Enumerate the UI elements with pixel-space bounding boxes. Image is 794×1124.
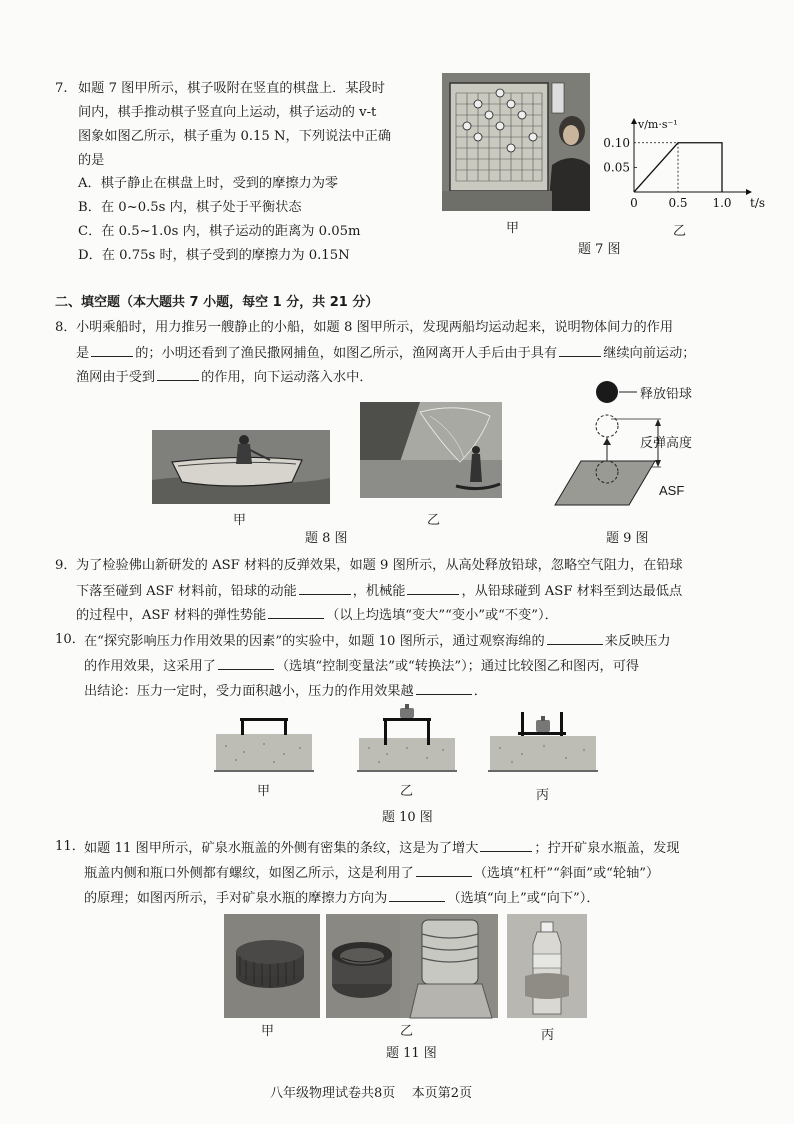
q11-bottle-hand-photo xyxy=(507,914,587,1018)
q8-blank-2[interactable] xyxy=(559,343,601,357)
q11-fig-label-a: 甲 xyxy=(261,1024,275,1039)
q11-cap-outside-photo xyxy=(224,914,320,1018)
q11-blank-3[interactable] xyxy=(389,888,445,902)
q9-line-2-a: 下落至碰到 ASF 材料前，铅球的动能 xyxy=(76,584,297,599)
q7-stem-line-4: 的是 xyxy=(78,153,105,168)
q10-sponge-b xyxy=(357,702,457,774)
q7-option-b: B．在 0~0.5s 内，棋子处于平衡状态 xyxy=(78,200,302,215)
q9-height-label: 反弹高度 xyxy=(640,436,693,451)
q11-fig-label-c: 丙 xyxy=(541,1028,555,1043)
q10-fig-label-c: 丙 xyxy=(536,788,550,803)
x-axis-label: t/s xyxy=(750,196,766,210)
q11-line-3-a: 的原理；如图丙所示，手对矿泉水瓶的摩擦力方向为 xyxy=(84,891,388,906)
y-tick-label: 0.05 xyxy=(603,160,630,175)
q10-line-3-a: 出结论：压力一定时，受力面积越小，压力的作用效果越 xyxy=(84,684,414,699)
q8-line-3 xyxy=(76,367,373,387)
q8-line-2-c: 继续向前运动； xyxy=(603,346,696,361)
q9-release-label: 释放铅球 xyxy=(640,387,693,402)
q10-fig-label-a: 甲 xyxy=(257,784,271,799)
q11-line-3 xyxy=(84,888,600,908)
q10-line-1-b: 来反映压力 xyxy=(604,634,671,649)
q10-fig-label-b: 乙 xyxy=(400,784,414,799)
y-tick-label: 0.10 xyxy=(603,135,630,150)
q9-asf-label: ASF xyxy=(659,483,685,498)
q11-bottle-neck-photo xyxy=(400,914,498,1018)
q11-line-2-b: （选填“杠杆”“斜面”或“轮轴”） xyxy=(473,866,660,881)
q9-line-1: 为了检验佛山新研发的 ASF 材料的反弹效果，如题 9 图所示，从高处释放铅球，忽略空气阻力，在铅球 xyxy=(76,558,683,573)
q11-line-1-b: ；拧开矿泉水瓶盖，发现 xyxy=(534,841,680,856)
y-axis-label: v/m·s⁻¹ xyxy=(638,118,678,131)
q11-line-2-a: 瓶盖内侧和瓶口外侧都有螺纹，如图乙所示，这是利用了 xyxy=(84,866,414,881)
q11-fig-label-b: 乙 xyxy=(400,1024,414,1039)
q9-fig-caption: 题 9 图 xyxy=(606,531,649,546)
q8-blank-1[interactable] xyxy=(91,343,133,357)
q10-sponge-c xyxy=(488,702,598,774)
q10-number: 10． xyxy=(55,632,85,647)
q9-line-2 xyxy=(76,581,682,601)
q8-number: 8． xyxy=(55,320,77,335)
q9-blank-3[interactable] xyxy=(268,605,324,619)
q8-line-3-b: 的作用，向下运动落入水中． xyxy=(201,370,373,385)
q7-option-d: D．在 0.75s 时，棋子受到的摩擦力为 0.15N xyxy=(78,248,350,263)
q8-line-2-b: 的；小明还看到了渔民撒网捕鱼，如图乙所示，渔网离开人手后由于具有 xyxy=(135,346,558,361)
q10-line-1 xyxy=(84,631,671,651)
q11-blank-2[interactable] xyxy=(416,863,472,877)
q7-fig-caption: 题 7 图 xyxy=(578,242,621,257)
q8-boat-photo xyxy=(152,430,330,504)
q9-line-2-c: ，从铅球碰到 ASF 材料至到达最低点 xyxy=(461,584,683,599)
q7-fig-label-b: 乙 xyxy=(673,224,687,239)
q8-line-3-a: 渔网由于受到 xyxy=(76,370,156,385)
q9-number: 9． xyxy=(55,558,77,573)
q10-fig-caption: 题 10 图 xyxy=(382,810,433,825)
x-tick-label: 0.5 xyxy=(668,196,688,210)
q9-blank-2[interactable] xyxy=(407,581,459,595)
q10-line-2-b: （选填“控制变量法”或“转换法”）；通过比较图乙和图丙，可得 xyxy=(275,659,640,674)
q8-line-2 xyxy=(76,343,696,363)
q11-line-1-a: 如题 11 图甲所示，矿泉水瓶盖的外侧有密集的条纹，这是为了增大 xyxy=(84,841,479,856)
q7-stem-line-2: 间内，棋手推动棋子竖直向上运动，棋子运动的 v-t xyxy=(78,105,377,120)
q7-option-c: C．在 0.5~1.0s 内，棋子运动的距离为 0.05m xyxy=(78,224,361,239)
q9-line-3 xyxy=(76,605,558,625)
q9-line-2-b: ，机械能 xyxy=(352,584,406,599)
x-tick-label: 1.0 xyxy=(712,196,732,210)
q8-fig-caption: 题 8 图 xyxy=(305,531,348,546)
section-2-title: 二、填空题（本大题共 7 小题，每空 1 分，共 21 分） xyxy=(55,295,379,310)
q10-blank-3[interactable] xyxy=(416,681,472,695)
q11-fig-caption: 题 11 图 xyxy=(386,1046,437,1061)
q8-fishing-photo xyxy=(360,402,502,498)
q7-fig-label-a: 甲 xyxy=(506,221,520,236)
q7-option-a: A．棋子静止在棋盘上时，受到的摩擦力为零 xyxy=(78,176,339,191)
q11-line-1 xyxy=(84,838,679,858)
q7-stem-line-1: 如题 7 图甲所示，棋子吸附在竖直的棋盘上．某段时 xyxy=(78,81,385,96)
q10-sponge-a xyxy=(214,708,314,774)
q10-blank-2[interactable] xyxy=(218,656,274,670)
q11-line-3-b: （选填“向上”或“向下”）． xyxy=(447,891,600,906)
q9-blank-1[interactable] xyxy=(299,581,351,595)
x-axis-arrow xyxy=(746,189,752,195)
q7-stem-line-3: 图象如图乙所示，棋子重为 0.15 N，下列说法中正确 xyxy=(78,129,392,144)
q7-number: 7. xyxy=(55,81,68,96)
x-tick-label: 0 xyxy=(630,196,638,210)
q11-line-2 xyxy=(84,863,659,883)
q9-line-3-b: （以上均选填“变大”“变小”或“不变”）． xyxy=(326,608,558,623)
q10-blank-1[interactable] xyxy=(547,631,603,645)
q8-line-1: 小明乘船时，用力推另一艘静止的小船，如题 8 图甲所示，发现两船均运动起来，说明物体间力的作用 xyxy=(76,320,674,335)
q10-line-1-a: 在“探究影响压力作用效果的因素”的实验中，如题 10 图所示，通过观察海绵的 xyxy=(84,634,545,649)
q8-fig-label-b: 乙 xyxy=(427,513,441,528)
q10-line-2-a: 的作用效果，这采用了 xyxy=(84,659,216,674)
q10-line-3 xyxy=(84,681,487,701)
page-footer: 八年级物理试卷共8页 本页第2页 xyxy=(270,1086,473,1101)
q7-chessboard-photo xyxy=(442,73,590,211)
q8-fig-label-a: 甲 xyxy=(233,513,247,528)
q9-line-3-a: 的过程中，ASF 材料的弹性势能 xyxy=(76,608,267,623)
q8-line-2-a: 是 xyxy=(76,346,90,361)
q11-blank-1[interactable] xyxy=(480,838,532,852)
q11-number: 11． xyxy=(55,839,85,854)
q11-cap-inside-photo xyxy=(326,914,400,1018)
q10-line-3-b: ． xyxy=(473,684,487,699)
q8-blank-3[interactable] xyxy=(157,367,199,381)
q10-line-2 xyxy=(84,656,639,676)
y-axis-arrow xyxy=(631,118,637,124)
q7-vt-chart xyxy=(603,118,766,218)
